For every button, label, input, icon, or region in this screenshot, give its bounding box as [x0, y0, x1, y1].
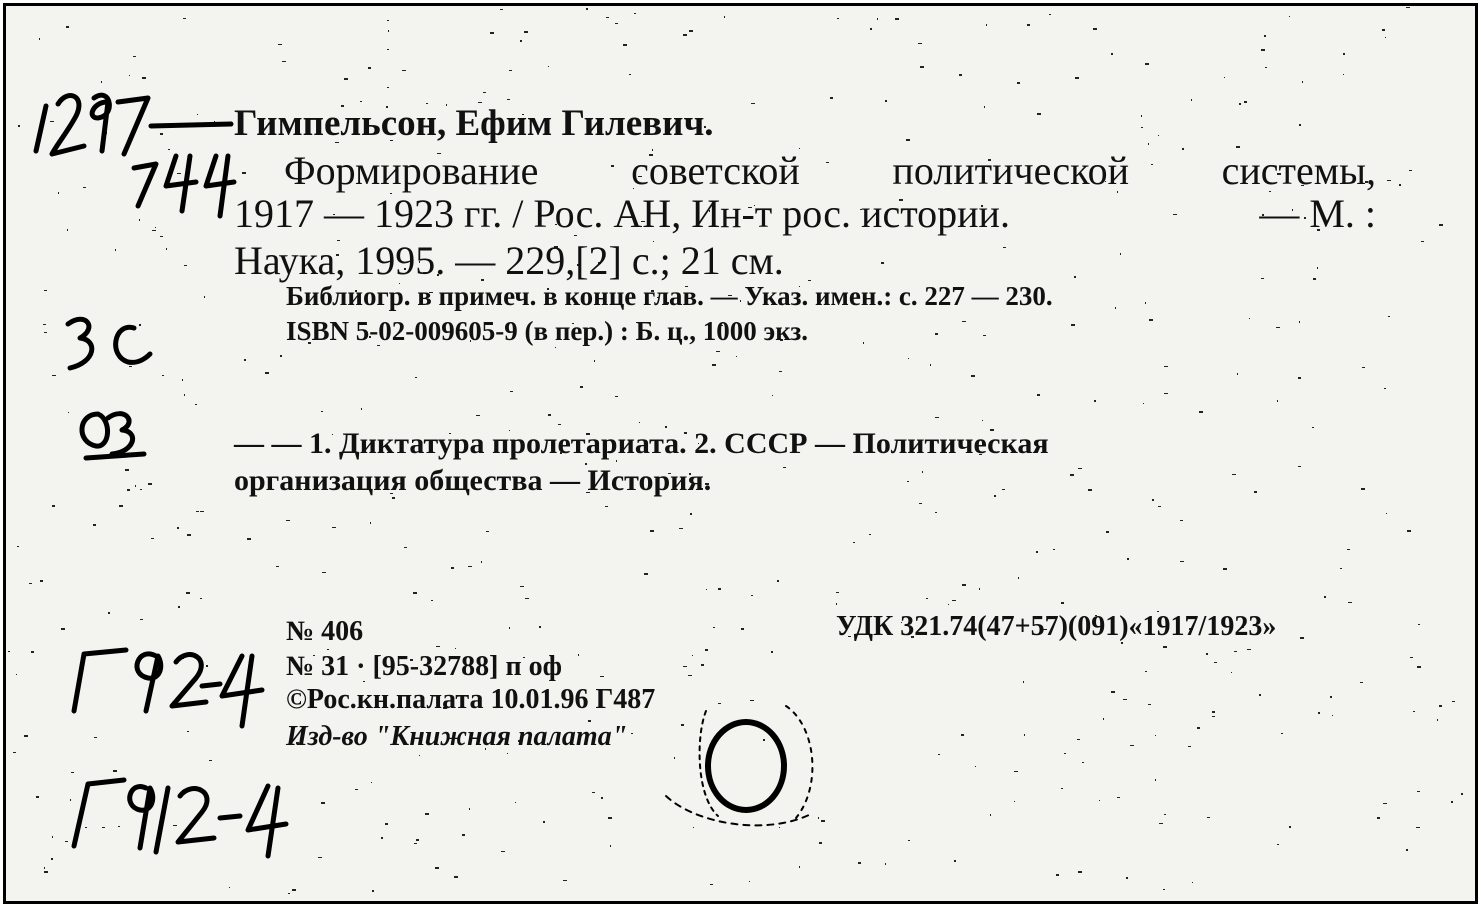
- handwritten-shelf-number: [36, 95, 231, 154]
- isbn-note: ISBN 5-02-009605-9 (в пер.) : Б. ц., 1000 экз.: [286, 316, 808, 346]
- subjects-line-1: — — 1. Диктатура пролетариата. 2. СССР — Политическая: [234, 427, 1049, 460]
- title-line-2-left: 1917 — 1923 гг. / Рос. АН, Ин-т рос. истории.: [234, 191, 1010, 236]
- title-word-2: советской: [631, 148, 800, 193]
- publisher-line: Изд-во "Книжная палата": [286, 721, 628, 752]
- udk-code: УДК 321.74(47+57)(091)«1917/1923»: [836, 611, 1277, 642]
- author-heading: Гимпельсон, Ефим Гилевич.: [234, 103, 714, 144]
- handwritten-marks: [6, 6, 1475, 901]
- title-line-2-right: — М. :: [1259, 191, 1376, 236]
- title-word-3: политической: [892, 148, 1129, 193]
- handwritten-mark-03: [82, 414, 144, 458]
- handwritten-code-2: [74, 780, 286, 856]
- record-number-2: № 31 · [95-32788] п оф: [286, 651, 562, 682]
- imprint-line: Наука, 1995. — 229,[2] с.; 21 см.: [234, 238, 784, 283]
- copyright-line: ©Рос.кн.палата 10.01.96 Г487: [286, 684, 656, 715]
- title-word-1: Формирование: [284, 148, 539, 193]
- title-word-4: системы,: [1221, 148, 1376, 193]
- stamp-mark: [666, 706, 812, 825]
- subjects-line-2: организация общества — История.: [234, 464, 712, 497]
- bibliography-note: Библиогр. в примеч. в конце глав. — Указ. имен.: с. 227 — 230.: [286, 281, 1053, 311]
- record-number: № 406: [286, 616, 364, 647]
- handwritten-code-1: [74, 650, 262, 726]
- handwritten-shelf-number-2: [134, 156, 234, 216]
- handwritten-mark-3c: [68, 319, 150, 368]
- catalog-card: [3, 3, 1478, 904]
